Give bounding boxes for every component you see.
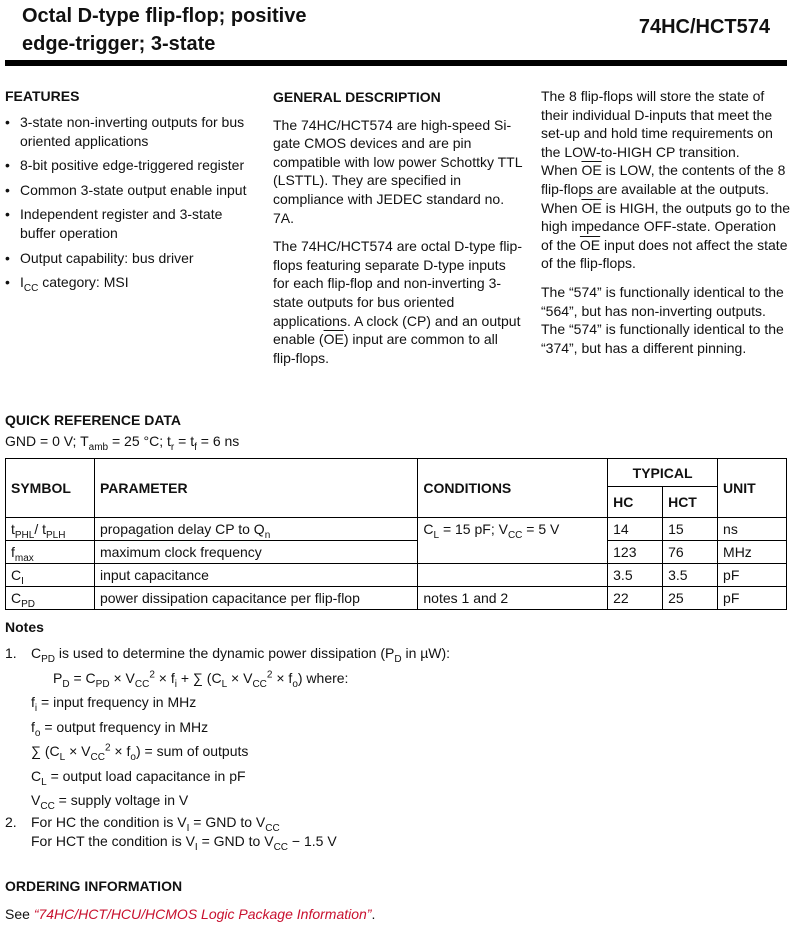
general-paragraph-2: The 74HC/HCT574 are octal D-type flip-flops featuring separate D-type inputs for each flip-flop and non-inverting 3-state outputs for bus oriented applications. A clock (CP) and an output enable $(\overline{OE})$ input are common to all flip-flops. [273,238,522,366]
col3-paragraph-1: The 8 flip-flops will store the state of their individual D-inputs that meet the set-up and hold time requirements on the LOW-to-HIGH CP transition. When $\overline{OE}$ is LOW, the contents of the 8 flip-flops are available at the outputs. When $\overline{OE}$ is HIGH, the outputs go to the high impedance OFF-state. Operation of the $\overline{OE}$ input does not affect the state of the flip-flops. [541,88,791,272]
document-title: Octal D-type flip-flop; positive edge-trigger; 3-state [22,5,307,55]
col3-paragraph-2: The “574” is functionally identical to the “564”, but has non-inverting outputs. The “574” is functionally identical to the “374”, but has a different pinning. [541,283,784,356]
parameter-cell: power dissipation capacitance per flip-flop [94,587,417,610]
hc-cell: 22 [608,587,663,610]
features-section [5,88,253,298]
note-1-fo: $f_o$ = output frequency in MHz [31,718,209,739]
conditions-cell: notes 1 and 2 [418,587,608,610]
feature-item: • Independent register and 3-state buffer operation [5,205,253,242]
note-1-sum: ∑ $(C_L \times V_{CC}^2 \times f_o)$ = sum of outputs [31,742,249,763]
part-number: 74HC/HCT574 [638,16,770,38]
unit-cell: MHz [718,541,787,564]
feature-item: • Output capability: bus driver [5,249,253,268]
hc-cell: 14 [608,518,663,541]
feature-item: • 8-bit positive edge-triggered register [5,156,253,175]
unit-cell: pF [718,564,787,587]
note-2: 2. For HC the condition is $V_I$ = GND to $V_{CC}$ For HCT the condition is $V_I$ = GND to $V_{CC} - 1.5$ V [5,813,337,853]
note-1-cl: $C_L$ = output load capacitance in pF [31,767,246,788]
hc-cell: 123 [608,541,663,564]
notes-section [5,619,785,853]
general-paragraph-1: The 74HC/HCT574 are high-speed Si-gate CMOS devices and are pin compatible with low power Schottky TTL (LSTTL). They are specified in compliance with JEDEC standard no. 7A. [273,116,522,226]
ordering-heading: ORDERING INFORMATION [5,878,183,894]
table-row [6,541,787,564]
table-row [6,587,787,610]
col-unit: UNIT [718,459,787,518]
feature-item: • Common 3-state output enable input [5,181,253,200]
col-typical: TYPICAL [608,459,718,487]
feature-item: • 3-state non-inverting outputs for bus oriented applications [5,113,253,150]
unit-cell: ns [718,518,787,541]
note-1: 1. $C_{PD}$ is used to determine the dynamic power dissipation ($P_D$ in µW): [5,645,451,665]
note-1-formula: $P_D = C_{PD} \times V_{CC}^2 \times f_i$ + ∑ $(C_L \times V_{CC}^2 \times f_o)$ where: [53,668,349,690]
hct-cell: 3.5 [663,564,718,587]
features-heading: FEATURES [5,88,80,104]
col-conditions: CONDITIONS [418,459,608,518]
qrd-heading: QUICK REFERENCE DATA [5,412,182,428]
quick-reference-table [5,458,787,610]
hct-cell: 25 [663,587,718,610]
parameter-cell: maximum clock frequency [94,541,417,564]
col-symbol: SYMBOL [6,459,95,518]
hc-cell: 3.5 [608,564,663,587]
qrd-conditions: GND = 0 V; $T_{amb} = 25$ °C; $t_r = t_f = 6$ ns [5,433,240,453]
parameter-cell: propagation delay CP to $Q_n$ [94,518,417,541]
hct-cell: 15 [663,518,718,541]
header-rule [5,60,787,66]
features-list [5,113,253,292]
package-info-link[interactable]: “74HC/HCT/HCU/HCMOS Logic Package Information” [33,906,372,922]
feature-item: • $I_{CC}$ category: MSI [5,273,253,292]
ordering-text: See “74HC/HCT/HCU/HCMOS Logic Package Information”. [5,906,376,922]
conditions-cell: $C_L = 15$ pF; $V_{CC} = 5$ V [418,518,608,564]
table-row [6,518,787,541]
hct-cell: 76 [663,541,718,564]
notes-heading: Notes [5,619,44,635]
parameter-cell: input capacitance [94,564,417,587]
col-hc: HC [608,487,663,518]
symbol-cell: $f_{max}$ [6,541,95,564]
description-continued [541,87,791,367]
col-parameter: PARAMETER [94,459,417,518]
general-description-section [273,88,523,377]
note-1-fi: $f_i$ = input frequency in MHz [31,694,197,714]
general-description-heading: GENERAL DESCRIPTION [273,89,441,105]
table-row [6,564,787,587]
symbol-cell: $t_{PHL}/$ $t_{PLH}$ [6,518,95,541]
conditions-cell [418,564,608,587]
table-header-row [6,459,787,487]
unit-cell: pF [718,587,787,610]
symbol-cell: $C_I$ [6,564,95,587]
note-1-vcc: $V_{CC}$ = supply voltage in V [31,792,189,812]
symbol-cell: $C_{PD}$ [6,587,95,610]
col-hct: HCT [663,487,718,518]
